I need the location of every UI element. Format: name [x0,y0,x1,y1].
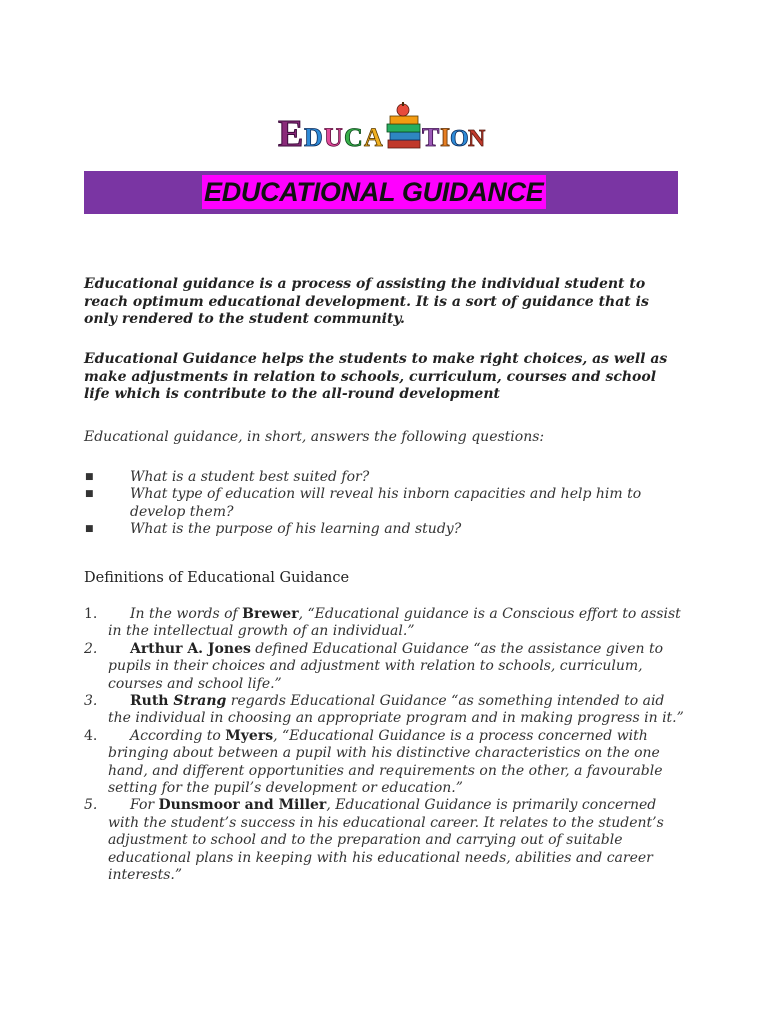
list-item: 3. Ruth Strang regards Educational Guidance “as something intended to aid the individual in choosing an appropriate program and in making progress in it.” [84,693,684,727]
author-name: Ruth [130,693,174,710]
education-logo [276,100,488,156]
svg-text:O: O [450,126,469,152]
author-name: Arthur A. Jones [130,640,251,657]
list-item: ■ What type of education will reveal his inborn capacities and help him to develop them? [85,486,642,520]
svg-text:I: I [440,123,451,152]
svg-text:U: U [324,123,343,152]
books-stack-icon [276,100,488,156]
title-banner [84,171,678,214]
list-item: 1. In the words of Brewer, “Educational guidance is a Conscious effort to assist in the intellectual growth of an individual.” [84,606,681,640]
svg-text:T: T [422,123,440,152]
author-name: Dunsmoor and Miller [158,797,327,814]
svg-text:D: D [304,123,323,152]
list-item: 2. Arthur A. Jones defined Educational Guidance “as the assistance given to pupils in their choices and adjustment with relation to schools, curriculum, courses and school life.” [84,640,664,692]
definitions-heading: Definitions of Educational Guidance [84,570,350,586]
page-title: EDUCATIONAL GUIDANCE [204,177,544,207]
list-item: ■ What is a student best suited for? [85,469,370,485]
definitions-list [84,606,684,885]
list-item: ■ What is the purpose of his learning and study? [85,521,462,538]
item-number: 4. [84,727,98,744]
item-number: 5. [84,797,98,814]
list-item: 5. For Dunsmoor and Miller, Educational Guidance is primarily concerned with the student’s success in his educational career. It relates to the student’s adjustment to school and to the preparation and carrying out of suitable educational plans in keeping with his educational needs, abilities and career interests.” [84,797,664,884]
intro-paragraph-1: Educational guidance is a process of assisting the individual student to reach optimum educational development. It is a sort of guidance that is only rendered to the student community. [84,276,649,328]
item-number: 2. [84,640,98,657]
square-bullet-icon: ■ [85,524,94,535]
author-name: Brewer [242,606,299,622]
svg-text:N: N [468,126,486,152]
svg-text:C: C [344,123,363,152]
intro-paragraph-3: Educational guidance, in short, answers the following questions: [84,429,545,445]
svg-text:A: A [364,123,383,152]
questions-list [84,469,684,539]
square-bullet-icon: ■ [85,472,94,482]
author-name: Myers [225,727,274,744]
intro-paragraph-2: Educational Guidance helps the students to make right choices, as well as make adjustments in relation to schools, curriculum, courses and school life which is contribute to the all-round development [84,351,668,403]
svg-text:E: E [278,113,304,155]
list-item: 4. According to Myers, “Educational Guidance is a process concerned with bringing about between a pupil with his distinctive characteristics on the one hand, and different opportunities and requirements on the other, a favourable setting for the pupil’s development or education.” [84,727,663,797]
square-bullet-icon: ■ [85,489,94,500]
author-name-italic: Strang [173,693,227,710]
item-number: 1. [84,606,98,622]
item-number: 3. [84,693,98,710]
